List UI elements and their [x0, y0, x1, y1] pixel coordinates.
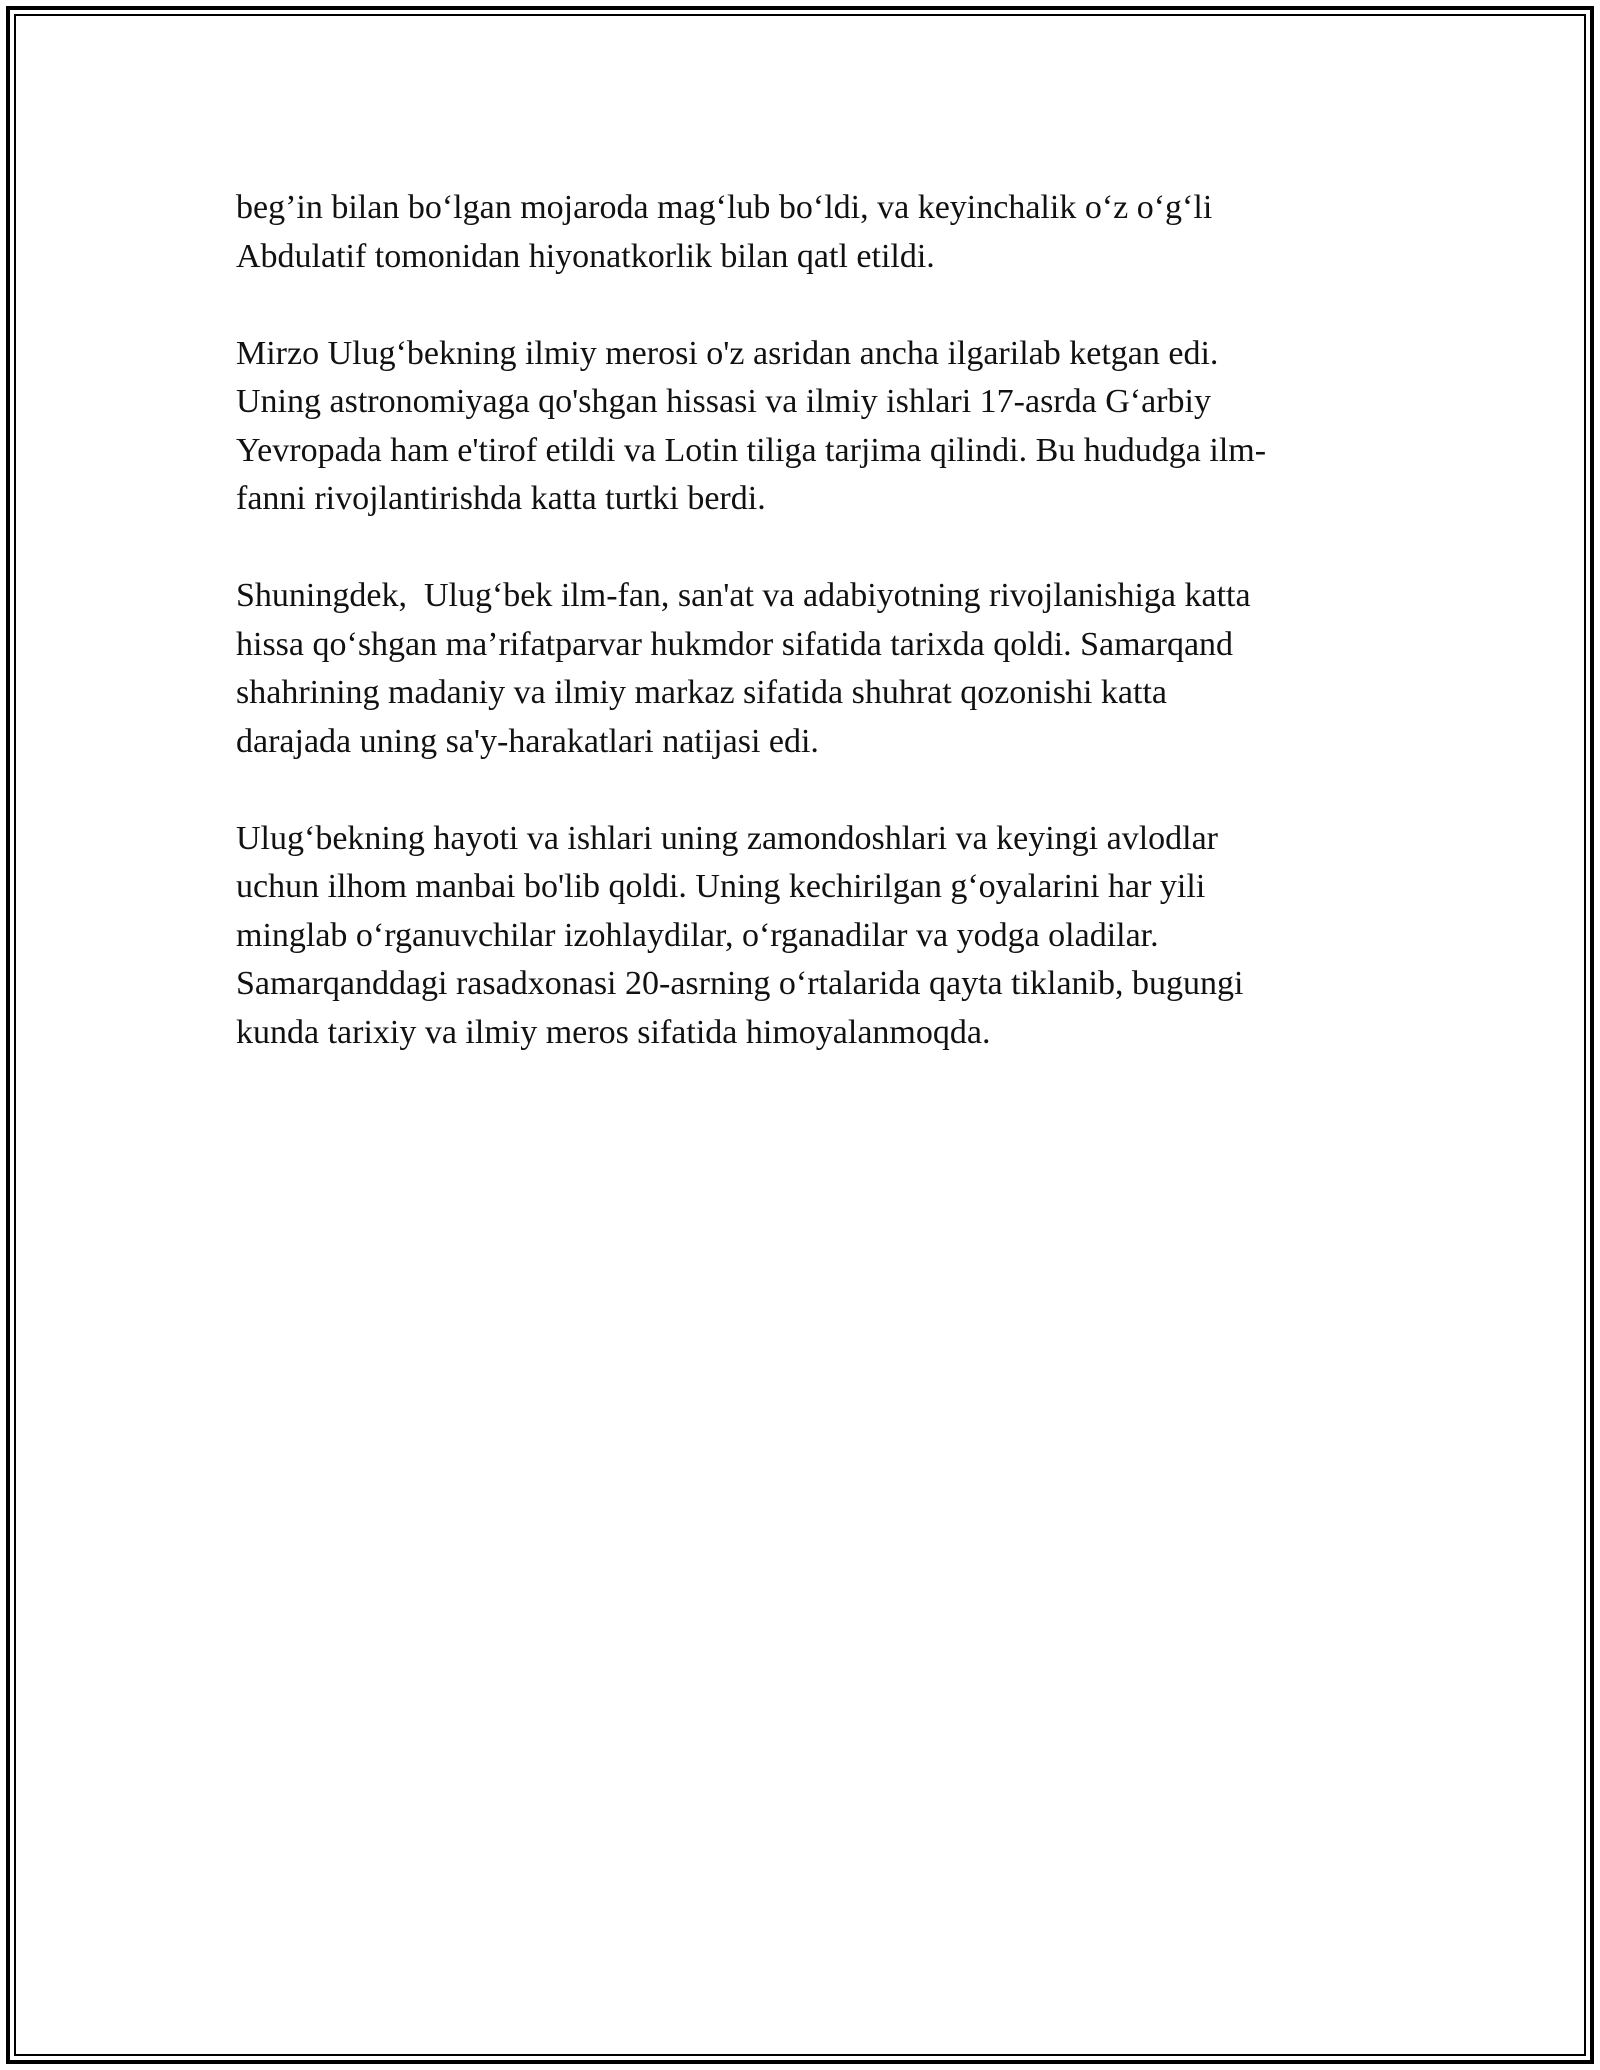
paragraph-line: minglab o‘rganuvchilar izohlaydilar, o‘rganadilar va yodga oladilar. — [236, 916, 1159, 954]
paragraph-2 — [236, 330, 1376, 524]
paragraph-line: beg’in bilan bo‘lgan mojaroda mag‘lub bo‘ldi, va keyinchalik o‘z o‘g‘li — [236, 189, 1213, 226]
paragraph-line: Abdulatif tomonidan hiyonatkorlik bilan qatl etildi. — [236, 237, 935, 275]
paragraph-3 — [236, 572, 1376, 766]
paragraph-line: Uning astronomiyaga qo'shgan hissasi va ilmiy ishlari 17-asrda G‘arbiy — [236, 383, 1211, 420]
paragraph-line: uchun ilhom manbai bo'lib qoldi. Uning kechirilgan g‘oyalarini har yili — [236, 868, 1206, 905]
paragraph-line: kunda tarixiy va ilmiy meros sifatida himoyalanmoqda. — [236, 1013, 991, 1051]
paragraph-line: Mirzo Ulug‘bekning ilmiy merosi o'z asridan ancha ilgarilab ketgan edi. — [236, 334, 1219, 372]
paragraph-line: shahrining madaniy va ilmiy markaz sifatida shuhrat qozonishi katta — [236, 674, 1167, 711]
paragraph-line: hissa qo‘shgan ma’rifatparvar hukmdor sifatida tarixda qoldi. Samarqand — [236, 625, 1234, 663]
paragraph-line: Shuningdek, Ulug‘bek ilm-fan, san'at va adabiyotning rivojlanishiga katta — [236, 577, 1251, 614]
paragraph-line: fanni rivojlantirishda katta turtki berdi. — [236, 480, 766, 517]
paragraph-line: Ulug‘bekning hayoti va ishlari uning zamondoshlari va keyingi avlodlar — [236, 819, 1218, 857]
paragraph-1 — [236, 184, 1376, 281]
paragraph-4 — [236, 815, 1376, 1058]
paragraph-line: Samarqanddagi rasadxonasi 20-asrning o‘rtalarida qayta tiklanib, bugungi — [236, 965, 1244, 1002]
document-body — [236, 184, 1376, 1106]
paragraph-line: darajada uning sa'y-harakatlari natijasi edi. — [236, 722, 819, 760]
paragraph-line: Yevropada ham e'tirof etildi va Lotin tiliga tarjima qilindi. Bu hududga ilm- — [236, 431, 1267, 469]
